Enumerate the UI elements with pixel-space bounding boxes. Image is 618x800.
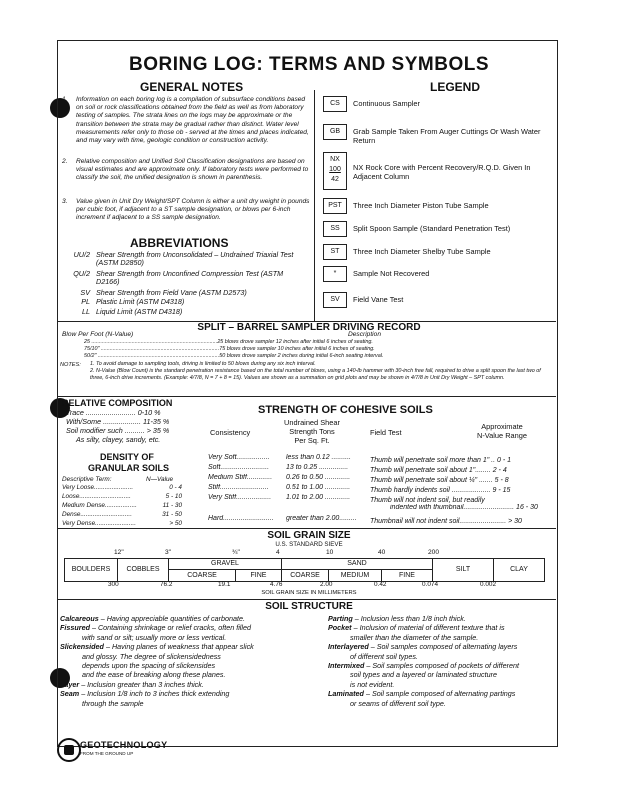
structure-text: – Inclusion greater than 3 inches thick. [81, 679, 204, 689]
notes-label: NOTES: [60, 362, 81, 368]
section-divider [57, 396, 556, 397]
structure-text: – Having appreciable quantities of carbonate. [100, 614, 245, 623]
structure-line [328, 614, 554, 623]
cohesive-row: Very Stiff.................. 1.01 to 2.00 ............. Thumb will not indent soil, but readily [208, 494, 485, 505]
density-col-label: N—Value [146, 476, 174, 483]
abbreviation-row: SV Shear Strength from Field Vane (ASTM D2573) [80, 288, 247, 297]
soil-structure-heading: SOIL STRUCTURE [265, 601, 353, 612]
legend-symbol-core: NX 100 42 [323, 152, 347, 190]
abbreviation-row: PL Plastic Limit (ASTM D4318) [81, 297, 185, 306]
composition-example: As silty, clayey, sandy, etc. [76, 435, 161, 444]
mm-tick: 19.1 [218, 581, 231, 588]
grain-class: SAND [281, 558, 433, 569]
grain-subclass: COARSE [281, 569, 329, 582]
sieve-tick: 40 [378, 549, 386, 556]
cohesive-row: Stiff......................... 0.51 to 1.00 ............. Thumb hardly indents soil .................... 9 - 15 [208, 484, 511, 495]
structure-line [60, 680, 320, 689]
grain-subclass: COARSE [168, 569, 236, 582]
abbreviation-row: LL Liquid Limit (ASTM D4318) [82, 307, 183, 316]
structure-line [60, 623, 320, 632]
legend-symbol: SV [323, 292, 347, 308]
structure-text: and glossy. The degree of slickensidedness [82, 651, 221, 661]
cohesive-row: Soft......................... 13 to 0.25 ............... Thumb will penetrate soil about 1"........ 2 - 4 [208, 464, 507, 475]
mm-label: SOIL GRAIN SIZE IN MILLIMETERS [261, 590, 357, 596]
legend-description: Sample Not Recovered [353, 269, 430, 278]
note-item: 2. Relative composition and Unified Soil Classification designations are based on visual estimates and are approximate only. If laboratory tests were performed to classify the soil, the unified designation is shown in parenthesis. [62, 158, 309, 182]
composition-row: Soil modifier such .......... > 35 % [66, 426, 170, 435]
structure-term: Intermixed [328, 661, 367, 671]
mm-tick: 0.002 [480, 581, 496, 588]
legend-description: Field Vane Test [353, 295, 404, 304]
note-item: 1. Information on each boring log is a compilation of subsurface conditions based on soil or rock classifications obtained from the field as well as from laboratory testing of samples. The strata lines on the logs may be approximate or the transition between the strata may be gradual rather than distinct. Water level measurements refer only to those ob - served at the times and places indicated, and may vary with time, geologic condition or construction activity. [62, 96, 309, 145]
legend-symbol: CS [323, 96, 347, 112]
structure-text: – Soil samples composed of alternating layers [370, 642, 518, 652]
legend-description: Split Spoon Sample (Standard Penetration Test) [353, 224, 511, 233]
abbreviations-heading: ABBREVIATIONS [130, 236, 229, 250]
legend-description: NX Rock Core with Percent Recovery/R.Q.D. Given In Adjacent Column [353, 163, 531, 181]
structure-line [60, 699, 320, 708]
structure-term: Parting [328, 614, 355, 623]
description-col-label: Description [348, 331, 381, 338]
structure-line [60, 661, 320, 670]
legend-symbol: ST [323, 244, 347, 260]
split-row: 25 ....................................................................................25 blows drove sampler 12 inches after initial 6 inches of seating. [84, 339, 373, 345]
cohesive-heading: STRENGTH OF COHESIVE SOILS [258, 404, 433, 416]
legend-symbol: PST [323, 198, 347, 214]
cohesive-row: Very Soft................. less than 0.12 .......... Thumb will penetrate soil more than 1" .. 0 - 1 [208, 454, 511, 465]
mm-tick: 300 [108, 581, 119, 588]
structure-text: through the sample [82, 698, 144, 708]
section-divider [57, 599, 556, 600]
structure-line [328, 680, 554, 689]
structure-line [328, 661, 554, 670]
mm-tick: 0.42 [374, 581, 387, 588]
sieve-tick: 10 [326, 549, 334, 556]
structure-text: – Inclusion less than 1/8 inch thick. [354, 614, 466, 623]
grain-class: SILT [432, 558, 494, 582]
split-note: 1. To avoid damage to sampling tools, driving is limited to 50 blows during any six inch interval. [90, 361, 316, 367]
density-row: Very Dense....................... > 50 [62, 520, 182, 527]
split-note: 2. N-Value (Blow Count) is the standard penetration resistance based on the total number of blows, using a 140-lb hammer with 30-inch free fall, required to drive a split spoon the last two of three, 6-inch drive increments. (Example: 4/7/8, N = 7 + 8 = 15). Values are shown as a summation on grid plots and may be shown in 4/7/8 in Unit Dry Weight – SPT column. [90, 368, 541, 381]
legend-heading: LEGEND [430, 80, 481, 94]
mm-tick: 2.00 [320, 581, 333, 588]
general-notes-heading: GENERAL NOTES [140, 80, 244, 94]
grain-subclass: FINE [235, 569, 282, 582]
nvalue-label: Approximate N-Value Range [477, 422, 527, 440]
structure-line [60, 642, 320, 651]
density-col-label: Descriptive Term: [62, 476, 112, 483]
page-title: BORING LOG: TERMS AND SYMBOLS [128, 54, 490, 75]
structure-text: – Inclusion 1/8 inch to 3 inches thick extending [81, 689, 230, 699]
split-barrel-heading: SPLIT – BARREL SAMPLER DRIVING RECORD [197, 322, 421, 333]
structure-text: – Containing shrinkage or relief cracks, often filled [91, 623, 251, 633]
structure-text: – Soil samples composed of pockets of different [366, 661, 519, 671]
structure-text: or seams of different soil type. [350, 698, 446, 708]
structure-term: Interlayered [328, 642, 371, 652]
legend-description: Three Inch Diameter Shelby Tube Sample [353, 247, 491, 256]
structure-line [60, 652, 320, 661]
structure-text: depends upon the spacing of slickensides [82, 661, 216, 671]
structure-line [328, 670, 554, 679]
sieve-label: U.S. STANDARD SIEVE [275, 541, 343, 548]
structure-left-column [60, 614, 320, 708]
structure-text: smaller than the diameter of the sample. [350, 632, 479, 642]
grain-subclass: FINE [381, 569, 433, 582]
abbreviation-row: QU/2 Shear Strength from Unconfined Compression Test (ASTM D2166) [73, 269, 284, 287]
logo-icon [57, 738, 81, 762]
sieve-tick: ¾" [232, 549, 240, 556]
composition-row: Trace ......................... 0-10 % [66, 408, 161, 417]
legend-description: Continuous Sampler [353, 99, 420, 108]
structure-text: with sand or silt; usually more or less vertical. [82, 632, 227, 642]
legend-description: Grab Sample Taken From Auger Cuttings Or Wash Water Return [353, 127, 541, 145]
cohesive-row: Medium Stiff............. 0.26 to 0.50 ............. Thumb will penetrate soil about ¼" ....... 5 - 8 [208, 474, 509, 485]
blow-col-label: Blow Per Foot (N-Value) [62, 331, 134, 338]
legend-description: Three Inch Diameter Piston Tube Sample [353, 201, 489, 210]
cohesive-row: indented with thumbnail.......................... 16 - 30 [390, 504, 538, 511]
mm-tick: 76.2 [160, 581, 173, 588]
composition-row: With/Some ................... 11-35 % [66, 417, 170, 426]
cohesive-row: Hard.......................... greater than 2.00......... Thumbnail will not indent soil........................ > 30 [208, 515, 522, 526]
structure-text: of different soil types. [350, 651, 418, 661]
structure-line [328, 689, 554, 698]
relative-composition-heading: RELATIVE COMPOSITION [62, 398, 173, 408]
mm-tick: 4.76 [270, 581, 283, 588]
logo-name: GEOTECHNOLOGY [80, 740, 168, 750]
sieve-tick: 12" [114, 549, 124, 556]
density-heading: DENSITY OF [100, 452, 154, 462]
field-test-label: Field Test [370, 428, 402, 437]
structure-line [328, 633, 554, 642]
structure-text: – Having planes of weakness that appear slick [105, 642, 254, 652]
structure-line [60, 689, 320, 698]
density-row: Dense............................. 31 - 50 [62, 511, 182, 518]
structure-term: Calcareous [60, 614, 101, 623]
structure-line [328, 642, 554, 651]
structure-term: Layer [60, 679, 82, 689]
grain-class: COBBLES [117, 558, 169, 582]
structure-line [60, 670, 320, 679]
structure-text: – Inclusion of material of different texture that is [353, 623, 505, 633]
structure-line [60, 633, 320, 642]
split-row: 50/2" .................................................................................50 blows drove sampler 2 inches during initial 6-inch seating interval. [84, 353, 384, 359]
structure-line [328, 623, 554, 632]
structure-term: Seam [60, 689, 82, 699]
structure-text: soil types and a layered or laminated structure [350, 670, 498, 680]
structure-text: – Soil sample composed of alternating partings [365, 689, 516, 699]
legend-symbol: GB [323, 124, 347, 140]
logo-tagline: FROM THE GROUND UP [80, 751, 134, 756]
structure-term: Pocket [328, 623, 354, 633]
structure-text: is not evident. [350, 679, 395, 689]
structure-term: Laminated [328, 689, 366, 699]
grain-subclass: MEDIUM [328, 569, 382, 582]
grain-class: BOULDERS [64, 558, 118, 582]
sieve-tick: 4 [276, 549, 280, 556]
section-divider [57, 528, 556, 529]
density-row: Medium Dense.................. 11 - 30 [62, 502, 182, 509]
legend-symbol: SS [323, 221, 347, 237]
structure-line [328, 699, 554, 708]
grain-size-heading: SOIL GRAIN SIZE [267, 530, 351, 541]
structure-term: Slickensided [60, 642, 106, 652]
abbreviation-row: UU/2 Shear Strength from Unconsolidated – Undrained Triaxial Test (ASTM D2850) [73, 250, 294, 268]
shear-label: Undrained Shear Strength Tons Per Sq. Ft. [284, 418, 340, 445]
structure-line [328, 652, 554, 661]
column-divider [314, 90, 315, 321]
density-row: Very Loose...................... 0 - 4 [62, 484, 182, 491]
sieve-tick: 200 [428, 549, 440, 556]
mm-tick: 0.074 [422, 581, 438, 588]
structure-right-column [328, 614, 554, 708]
structure-line [60, 614, 320, 623]
split-row: 75/10" ...............................................................................75 blows drove sampler 10 inches after initial 6 inches of seating. [84, 346, 375, 352]
structure-term: Fissured [60, 623, 92, 633]
legend-symbol: * [323, 266, 347, 282]
note-item: 3. Value given in Unit Dry Weight/SPT Column is either a unit dry weight in pounds per cubic foot, if adjacent to a ST sample designation, or blows per 6-inch increment if adjacent to a SS sample designation. [62, 198, 310, 222]
grain-class: CLAY [493, 558, 545, 582]
structure-text: and the ease of breaking along these planes. [82, 670, 226, 680]
grain-class: GRAVEL [168, 558, 282, 569]
density-row: Loose............................. 5 - 10 [62, 493, 182, 500]
sieve-tick: 3" [165, 549, 172, 556]
density-heading: GRANULAR SOILS [88, 463, 169, 473]
consistency-label: Consistency [210, 428, 251, 437]
